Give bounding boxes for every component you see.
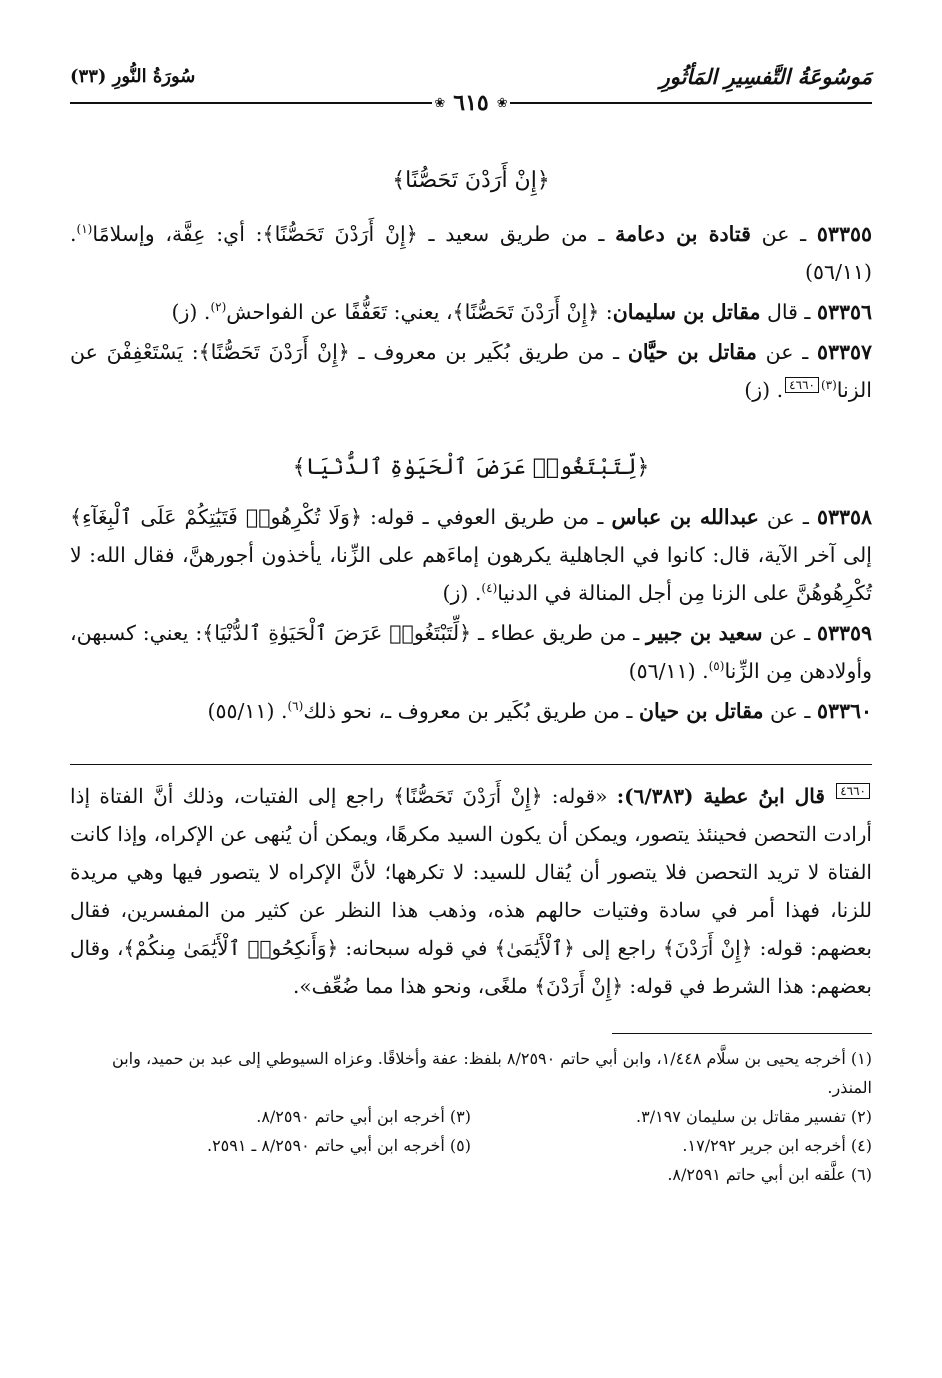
- footnote-3: (٣) أخرجه ابن أبي حاتم ٨/٢٥٩٠.: [256, 1107, 471, 1126]
- footnote-1: (١) أخرجه يحيى بن سلَّام ١/٤٤٨، وابن أبي حاتم ٨/٢٥٩٠ بلفظ: عفة وأخلاقًا. وعزاه السيوطي إلى عبد بن حميد، وابن المنذر.: [112, 1049, 872, 1097]
- narrator-name: قتادة بن دعامة: [615, 222, 751, 246]
- entries-section-1: [70, 215, 872, 409]
- footnote-ref[interactable]: (٥): [708, 659, 725, 673]
- ornament-left-icon: ❀: [434, 95, 446, 111]
- entry: [70, 293, 872, 331]
- entry-source: . (٥٥/١١): [207, 699, 288, 723]
- entry-text: ـ من طريق بُكَير بن معروف ـ ﴿إِنْ أَرَدْنَ تَحَصُّنًا﴾: يَسْتَعْفِفْنَ عن الزنا: [70, 340, 872, 402]
- footnote-ref[interactable]: (٢): [210, 300, 227, 314]
- commentary-number-box: ٤٦٦٠: [836, 783, 870, 799]
- footnote-ref[interactable]: (٣): [820, 378, 837, 392]
- entry-text: ـ من طريق العوفي ـ قوله: ﴿وَلَا تُكْرِهُوا۟ فَتَيَٰتِكُمْ عَلَى ٱلْبِغَآءِ﴾ إلى آخر الآية، قال: كانوا في الجاهلية يكرهون إماءَهم على الزِّنا، يأخذون أجورهنَّ، فقال الله: لا تُكْرِهُوهُنَّ على الزنا مِن أجل المنالة في الدنيا: [70, 505, 872, 605]
- narrator-name: مقاتل بن حيان: [638, 699, 764, 723]
- commentary-text: «قوله: ﴿إِنْ أَرَدْنَ تَحَصُّنًا﴾ راجع إلى الفتيات، وذلك أنَّ الفتاة إذا أرادت التحصن فحينئذ يتصور، ويمكن أن يكون السيد مكرهًا، ويمكن أن يُنهى عن الإكراه، وإذا كانت الفتاة لا تريد التحصن فلا يتصور أن يُقال للسيد: لا تكرهها؛ لأنَّ الإكراه لا يتصور فيها وهي مريدة للزنا، فهذا أمر في سادة وفتيات حالهم هذه، وذهب هذا النظر عن كثير من المفسرين، فقال بعضهم: قوله: ﴿إِنْ أَرَدْنَ﴾ راجع إلى ﴿ٱلْأَيَٰمَىٰ﴾ في قوله سبحانه: ﴿وَأَنكِحُوا۟ ٱلْأَيَٰمَىٰ مِنكُمْ﴾، وقال بعضهم: هذا الشرط في قوله: ﴿إِنْ أَرَدْنَ﴾ ملغًى، ونحو هذا مما ضُعِّف».: [70, 784, 872, 998]
- entry: [70, 498, 872, 612]
- surah-label: سُورَةُ النُّورِ (٣٣): [70, 66, 196, 87]
- narrator-name: عبدالله بن عباس: [611, 505, 759, 529]
- entry-source: . (٥٦/١١): [70, 222, 872, 284]
- entry: [70, 692, 872, 730]
- entry-text: ـ من طريق عطاء ـ ﴿لِّتَبْتَغُوا۟ عَرَضَ ٱلْحَيَوٰةِ ٱلدُّنْيَا﴾: يعني: كسبهن، وأولادهن مِن الزِّنا: [70, 621, 872, 683]
- narrator-name: مقاتل بن سليمان: [612, 300, 761, 324]
- entry-text: ـ عن: [763, 699, 817, 723]
- entry-text: ـ قال: [760, 300, 817, 324]
- section-heading-2: ﴿لِّتَبْتَغُوا۟ عَرَضَ ٱلْحَيَوٰةِ ٱلدُّنْيَا﴾: [292, 455, 650, 480]
- entry-number: ٥٣٣٥٨: [816, 505, 872, 529]
- footnote-2: (٢) تفسير مقاتل بن سليمان ٣/١٩٧.: [636, 1107, 872, 1126]
- narrator-name: مقاتل بن حيَّان: [627, 340, 757, 364]
- footnote-ref[interactable]: (١): [76, 222, 93, 236]
- footnote-ref[interactable]: (٤): [481, 581, 498, 595]
- footnotes: [70, 1044, 872, 1189]
- footnotes-divider: [612, 1033, 872, 1034]
- entry-text: ـ عن: [762, 621, 817, 645]
- footnote-ref[interactable]: (٦): [287, 699, 304, 713]
- entry-number: ٥٣٣٦٠: [816, 699, 872, 723]
- entry-number: ٥٣٣٥٩: [816, 621, 872, 645]
- entry: [70, 614, 872, 690]
- entry-number: ٥٣٣٥٧: [816, 340, 872, 364]
- running-header: [70, 60, 872, 116]
- section-heading-1: ﴿إِنْ أَرَدْنَ تَحَصُّنًا﴾: [392, 168, 550, 193]
- commentary-block: [70, 777, 872, 1005]
- book-title: مَوسُوعَةُ التَّفسِيرِ المَأثُورِ: [659, 64, 872, 89]
- entry-number: ٥٣٣٥٥: [816, 222, 872, 246]
- page: [70, 60, 872, 1189]
- commentary-divider: [70, 764, 872, 765]
- footnote-5: (٥) أخرجه ابن أبي حاتم ٨/٢٥٩٠ ـ ٢٥٩١.: [206, 1136, 471, 1155]
- footnote-4: (٤) أخرجه ابن جرير ١٧/٢٩٢.: [682, 1136, 872, 1155]
- narrator-name: سعيد بن جبير: [646, 621, 763, 645]
- entry-source: . (ز): [442, 581, 482, 605]
- entry-text: ـ من طريق بُكَير بن معروف ـ، نحو ذلك: [303, 699, 639, 723]
- entry-text: : ﴿إِنْ أَرَدْنَ تَحَصُّنًا﴾، يعني: تَعَفُّفًا عن الفواحش: [226, 300, 613, 324]
- entry-text: ـ من طريق سعيد ـ ﴿إِنْ أَرَدْنَ تَحَصُّنًا﴾: أي: عِفَّة، وإسلامًا: [92, 222, 616, 246]
- entry-text: ـ عن: [756, 340, 817, 364]
- commentary-lead: قال ابنُ عطية (٦/٣٨٣):: [616, 784, 825, 808]
- entry-source: . (ز): [171, 300, 211, 324]
- ornament-right-icon: ❀: [496, 95, 508, 111]
- entry-text: ـ عن: [758, 505, 817, 529]
- entries-section-2: [70, 498, 872, 730]
- page-number: ٦١٥: [447, 90, 494, 116]
- entry: [70, 333, 872, 409]
- entry: [70, 215, 872, 291]
- entry-text: ـ عن: [750, 222, 817, 246]
- entry-number: ٥٣٣٥٦: [816, 300, 872, 324]
- entry-source: . (ز): [744, 378, 784, 402]
- commentary-ref-box[interactable]: ٤٦٦٠: [785, 377, 819, 393]
- entry-source: . (٥٦/١١): [628, 659, 709, 683]
- footnote-6: (٦) علَّقه ابن أبي حاتم ٨/٢٥٩١.: [667, 1165, 872, 1184]
